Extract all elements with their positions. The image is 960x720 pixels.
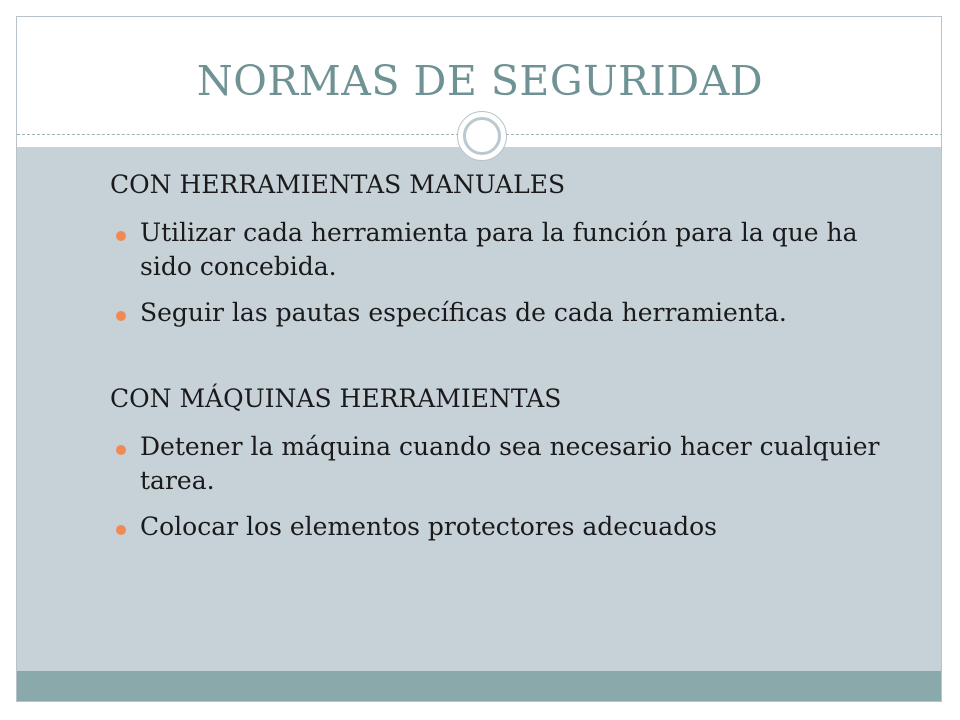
footer-band bbox=[17, 671, 942, 702]
bullet-dot-icon bbox=[116, 445, 126, 455]
bullet-text: Seguir las pautas específicas de cada herramienta. bbox=[140, 298, 787, 327]
slide-title: NORMAS DE SEGURIDAD bbox=[196, 57, 764, 105]
section-machine-tools bbox=[110, 382, 900, 544]
bullet-text: Detener la máquina cuando sea necesario hacer cualquier tarea. bbox=[140, 432, 880, 495]
bullet-item bbox=[110, 510, 900, 544]
circle-ring-icon bbox=[457, 111, 507, 161]
bullet-text: Colocar los elementos protectores adecuados bbox=[140, 512, 717, 541]
section-manual-tools bbox=[110, 168, 900, 330]
bullet-dot-icon bbox=[116, 311, 126, 321]
bullet-dot-icon bbox=[116, 231, 126, 241]
section-gap bbox=[110, 342, 900, 382]
bullet-list bbox=[110, 430, 900, 544]
slide-body bbox=[110, 168, 900, 556]
circle-ring-inner bbox=[463, 117, 501, 155]
bullet-item bbox=[110, 296, 900, 330]
section-heading: CON HERRAMIENTAS MANUALES bbox=[110, 170, 566, 199]
bullet-dot-icon bbox=[116, 525, 126, 535]
bullet-item bbox=[110, 216, 900, 284]
bullet-list bbox=[110, 216, 900, 330]
bullet-text: Utilizar cada herramienta para la función para la que ha sido concebida. bbox=[140, 218, 858, 281]
section-heading: CON MÁQUINAS HERRAMIENTAS bbox=[110, 384, 562, 413]
bullet-item bbox=[110, 430, 900, 498]
